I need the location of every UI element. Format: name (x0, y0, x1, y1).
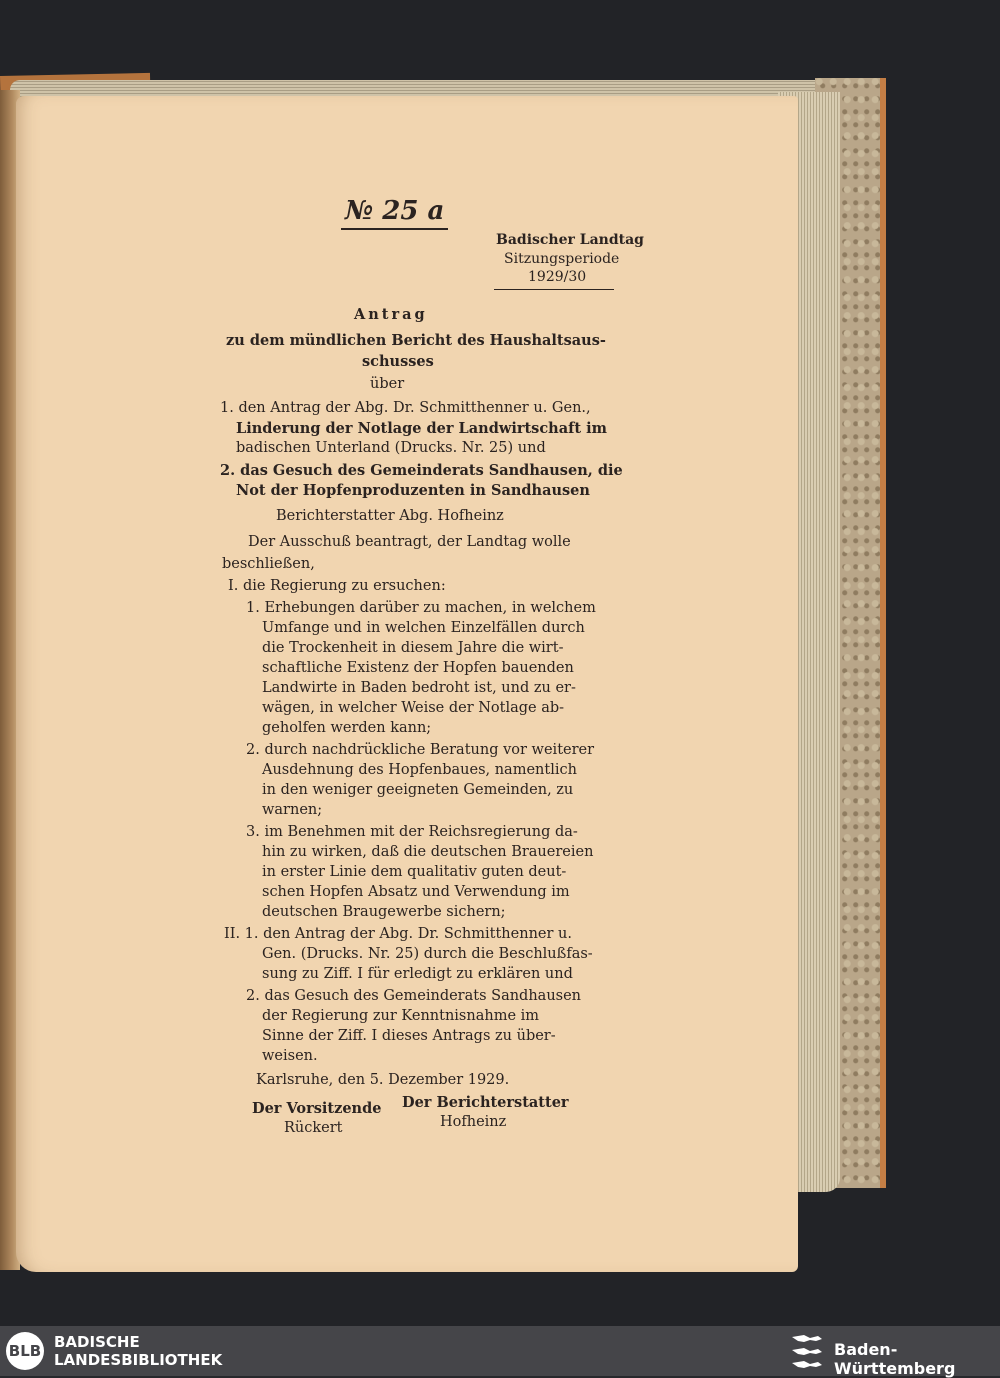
s1p2-line: in den weniger geeigneten Gemeinden, zu (262, 782, 574, 798)
state-name[interactable]: Baden-Württemberg (834, 1340, 956, 1378)
s1p3-line: schen Hopfen Absatz und Verwendung im (262, 884, 570, 900)
item2-line1: 2. das Gesuch des Gemeinderats Sandhausen, die (220, 462, 623, 479)
header-right-line3: 1929/30 (528, 269, 587, 285)
s2p1-line: II. 1. den Antrag der Abg. Dr. Schmitthenner u. (224, 926, 572, 942)
section1-heading: I. die Regierung zu ersuchen: (228, 578, 446, 594)
state-coat-of-arms-icon (788, 1331, 826, 1371)
item1-line3: badischen Unterland (Drucks. Nr. 25) und (236, 440, 546, 456)
s1p1-line: die Trockenheit in diesem Jahre die wirt- (262, 640, 564, 656)
document-text (16, 96, 798, 1272)
item1-line2: Linderung der Notlage der Landwirtschaft im (236, 420, 607, 437)
s1p1-line: wägen, in welcher Weise der Notlage ab- (262, 700, 565, 716)
s2p2-line: der Regierung zur Kenntnisnahme im (262, 1008, 540, 1024)
s2p2-line: 2. das Gesuch des Gemeinderats Sandhausen (246, 988, 582, 1004)
intro-line1: Der Ausschuß beantragt, der Landtag wolle (248, 534, 571, 550)
book-page (16, 96, 798, 1272)
s1p1-line: Landwirte in Baden bedroht ist, und zu er- (262, 680, 576, 696)
s1p3-line: 3. im Benehmen mit der Reichsregierung da- (246, 824, 578, 840)
s2p1-line: Gen. (Drucks. Nr. 25) durch die Beschlußfas- (262, 946, 593, 962)
s2p2-line: weisen. (262, 1048, 318, 1064)
signature-left-name: Rückert (284, 1120, 343, 1136)
library-name-line1: BADISCHE (54, 1333, 140, 1351)
s2p2-line: Sinne der Ziff. I dieses Antrags zu über- (262, 1028, 556, 1044)
s1p1-line: geholfen werden kann; (262, 720, 432, 736)
s1p2-line: warnen; (262, 802, 323, 818)
rapporteur-line: Berichterstatter Abg. Hofheinz (276, 508, 504, 524)
header-right-line2: Sitzungsperiode (504, 251, 620, 267)
s1p2-line: 2. durch nachdrückliche Beratung vor weiterer (246, 742, 595, 758)
item2-line2: Not der Hopfenproduzenten in Sandhausen (236, 482, 590, 499)
header-right-rule (494, 289, 614, 290)
library-name-line2: LANDESBIBLIOTHEK (54, 1351, 223, 1369)
s1p3-line: deutschen Braugewerbe sichern; (262, 904, 506, 920)
library-name[interactable] (54, 1333, 222, 1369)
intro-line2: beschließen, (222, 556, 315, 572)
s1p1-line: 1. Erhebungen darüber zu machen, in welchem (246, 600, 596, 616)
signature-left-title: Der Vorsitzende (252, 1100, 382, 1117)
s1p1-line: Umfange und in welchen Einzelfällen durch (262, 620, 585, 636)
signature-right-name: Hofheinz (440, 1114, 507, 1130)
s1p3-line: hin zu wirken, daß die deutschen Brauereien (262, 844, 594, 860)
signature-right-title: Der Berichterstatter (402, 1094, 569, 1111)
s1p1-line: schaftliche Existenz der Hopfen bauenden (262, 660, 574, 676)
document-title: Antrag (354, 306, 428, 323)
s1p2-line: Ausdehnung des Hopfenbaues, namentlich (262, 762, 577, 778)
about-label: über (370, 376, 405, 392)
s2p1-line: sung zu Ziff. I für erledigt zu erklären und (262, 966, 573, 982)
subtitle-line2: schusses (362, 353, 434, 370)
item1-line1: 1. den Antrag der Abg. Dr. Schmitthenner u. Gen., (220, 400, 591, 416)
blb-logo[interactable]: BLB (6, 1332, 44, 1370)
viewer-footer (0, 1326, 1000, 1376)
s1p3-line: in erster Linie dem qualitativ guten deut- (262, 864, 567, 880)
document-number: № 25 a (341, 196, 448, 230)
subtitle-line1: zu dem mündlichen Bericht des Haushaltsaus- (226, 332, 606, 349)
place-date: Karlsruhe, den 5. Dezember 1929. (256, 1072, 510, 1088)
header-right-line1: Badischer Landtag (496, 232, 644, 248)
